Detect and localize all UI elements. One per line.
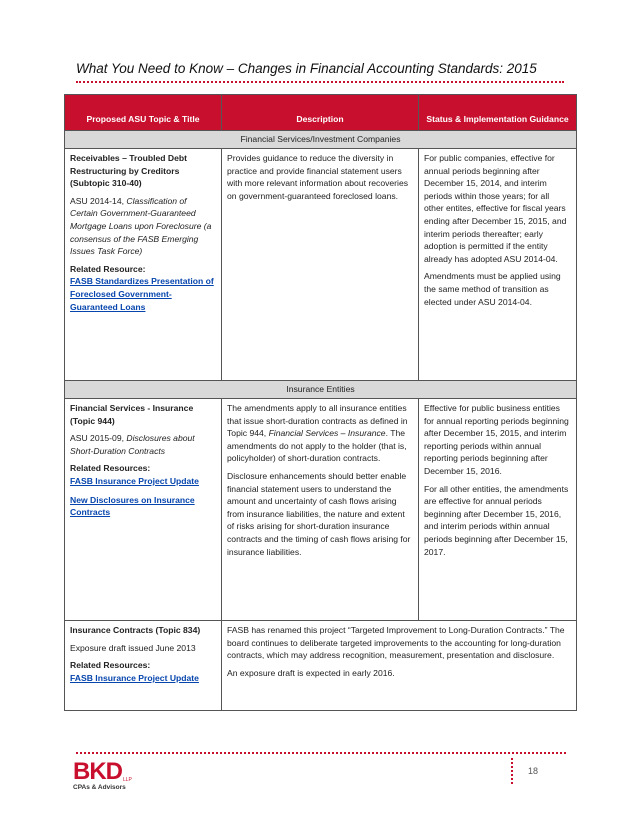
asu-reference — [70, 195, 216, 258]
description-text: An exposure draft is expected in early 2016. — [227, 667, 395, 678]
header-description: Description — [222, 95, 419, 131]
description-text: FASB has renamed this project “Targeted Improvement to Long-Duration Contracts.” The board continues to deliberate targeted improvements to the accounting for long-duration contracts, which may address recognition, measurement, presentation and disclosure. — [227, 625, 565, 661]
status-text: For all other entities, the amendments are effective for annual periods beginning after December 15, 2016, and interim periods within annual periods beginning after December 15, 2017. — [424, 483, 569, 557]
description-part: The amendments apply to all insurance entities that issue short-duration contracts as defined in Topic 944, — [227, 403, 408, 439]
section-label-financial: Financial Services/Investment Companies — [65, 131, 577, 149]
exposure-note: Exposure draft issued June 2013 — [70, 642, 196, 653]
title-divider — [76, 81, 564, 83]
description-text: Provides guidance to reduce the diversity in practice and provide financial statement users with more relevant information about recoveries on government-guaranteed foreclosed loans. — [227, 153, 409, 201]
page-number: 18 — [528, 766, 539, 776]
status-text: Amendments must be applied using the same method of transition as elected under ASU 2014-04. — [424, 271, 561, 307]
resource-link[interactable]: New Disclosures on Insurance Contracts — [70, 494, 195, 518]
page-number-divider — [511, 758, 513, 784]
description-part: . The amendments do not apply to the holder (that is, policyholder) of short-duration contracts. — [227, 428, 407, 464]
section-label-insurance: Insurance Entities — [65, 381, 577, 399]
table-row — [65, 399, 577, 621]
topic-title: Financial Services - Insurance (Topic 944) — [70, 403, 194, 426]
asu-table — [64, 94, 577, 711]
asu-title: Classification of Certain Government-Guaranteed Mortgage Loans upon Foreclosure (a consensus of the FASB Emerging Issues Task Force) — [70, 195, 212, 257]
status-cell — [419, 149, 577, 381]
bkd-logo — [73, 758, 132, 791]
description-cell — [222, 149, 419, 381]
resource-label: Related Resource: — [70, 263, 146, 274]
asu-title: Disclosures about Short-Duration Contracts — [70, 433, 195, 456]
resource-link[interactable]: FASB Standardizes Presentation of Foreclosed Government-Guaranteed Loans — [70, 276, 214, 312]
resource-label: Related Resources: — [70, 463, 151, 474]
logo-tagline: CPAs & Advisors — [73, 784, 126, 791]
asu-number: ASU 2014-14, — [70, 195, 127, 206]
topic-cell — [65, 621, 222, 711]
description-text: Disclosure enhancements should better enable financial statement users to understand the amount and uncertainty of cash flows arising from insurance liabilities, the nature and extent of risks arising for short-duration insurance contracts and the timing of cash flows arising for insurance liabilities. — [227, 470, 411, 557]
header-status: Status & Implementation Guidance — [419, 95, 577, 131]
table-row — [65, 149, 577, 381]
description-text — [227, 402, 413, 465]
logo-text: BKD — [73, 758, 122, 785]
section-row — [65, 381, 577, 399]
topic-title: Insurance Contracts (Topic 834) — [70, 625, 201, 635]
header-row — [65, 95, 577, 131]
section-row — [65, 131, 577, 149]
table-row — [65, 621, 577, 711]
resource-link[interactable]: FASB Insurance Project Update — [70, 672, 199, 683]
topic-cell — [65, 399, 222, 621]
logo-llp: LLP — [123, 777, 132, 783]
description-cell — [222, 621, 577, 711]
page-title: What You Need to Know – Changes in Financial Accounting Standards: 2015 — [76, 61, 537, 76]
status-text: For public companies, effective for annual periods beginning after December 15, 2014, and interim periods within those years; for all other entites, effective for fiscal years ending after December 15, 2015, and interim periods thereafter; early adoption is permitted if the entity already has adopted ASU 2014-04. — [424, 153, 567, 264]
resource-link[interactable]: FASB Insurance Project Update — [70, 475, 199, 486]
status-cell — [419, 399, 577, 621]
footer-divider — [76, 752, 566, 754]
topic-cell — [65, 149, 222, 381]
resource-label: Related Resources: — [70, 660, 151, 671]
asu-reference — [70, 432, 216, 457]
topic-title: Receivables – Troubled Debt Restructuring by Creditors (Subtopic 310-40) — [70, 153, 188, 189]
header-topic: Proposed ASU Topic & Title — [65, 95, 222, 131]
status-text: Effective for public business entities for annual reporting periods beginning after December 15, 2015, and interim reporting periods within annual reporting periods beginning after December 15, 2016. — [424, 403, 569, 476]
description-topic: Financial Services – Insurance — [268, 428, 386, 439]
description-cell — [222, 399, 419, 621]
asu-number: ASU 2015-09, — [70, 433, 127, 444]
